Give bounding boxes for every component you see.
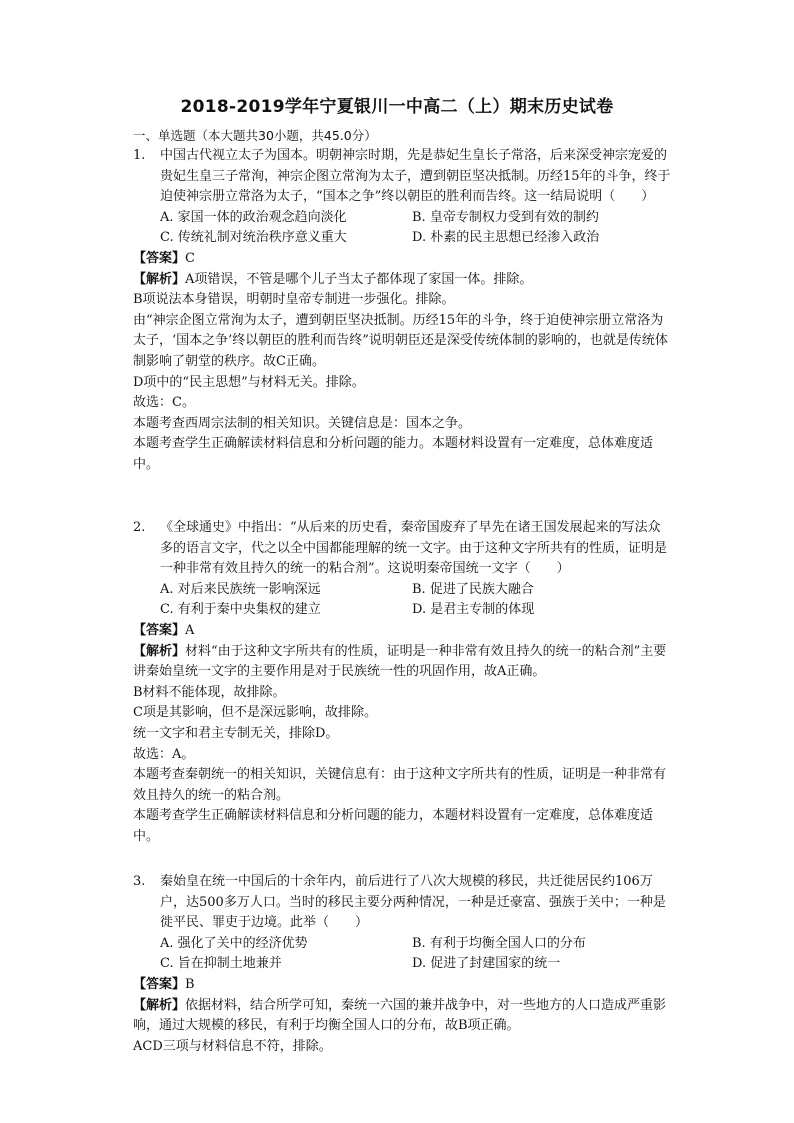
question-3 — [133, 872, 673, 1057]
analysis-line: 故选：C。 — [133, 395, 195, 411]
options — [160, 934, 673, 975]
page-title: 2018-2019学年宁夏银川一中高二（上）期末历史试卷 — [180, 97, 614, 117]
answer-line — [133, 975, 673, 996]
question-number: 2. — [133, 520, 146, 535]
option-c: C. 有利于秦中央集权的建立 — [160, 602, 321, 618]
analysis-line: 材料“由于这种文字所共有的性质，证明是一种非常有效且持久的统一的粘合剂”主要讲秦始皇统一文字的主要作用是对于民族统一性的巩固作用，故A正确。 — [133, 643, 667, 680]
analysis-line: 故选：A。 — [133, 746, 195, 762]
answer-value: C — [185, 250, 195, 266]
analysis-line: 本题考查秦朝统一的相关知识，关键信息有：由于这种文字所共有的性质，证明是一种非常有效且持久的统一的粘合剂。 — [133, 767, 667, 803]
analysis-line: 依据材料，结合所学可知，秦统一六国的兼并战争中，对一些地方的人口造成严重影响，通过大规模的移民，有利于均衡全国人口的分布，故B项正确。 — [133, 997, 667, 1034]
analysis-line: 由“神宗企图立常洵为太子，遭到朝臣坚决抵制。历经15年的斗争，终于迫使神宗册立常洛为太子，‘国本之争’终以朝臣的胜利而告终”说明朝臣还是深受传统体制的影响的，也就是传统体制影响了朝堂的秩序。故C正确。 — [133, 312, 668, 369]
question-stem: 秦始皇在统一中国后的十余年内，前后进行了八次大规模的移民，共迁徙居民约106万户，达500多万人口。当时的移民主要分两种情况，一种是迁豪富、强族于关中；一种是徙平民、罪吏于边境。此举（ ） — [160, 874, 666, 931]
option-d: D. 促进了封建国家的统一 — [412, 956, 561, 972]
answer-line — [133, 621, 673, 642]
answer-tag: 【答案】 — [133, 622, 186, 638]
answer-value: A — [185, 622, 195, 638]
option-a: A. 家国一体的政治观念趋向淡化 — [160, 209, 347, 225]
options — [160, 208, 673, 249]
option-c: C. 传统礼制对统治秩序意义重大 — [160, 230, 347, 246]
analysis-line: 本题考查学生正确解读材料信息和分析问题的能力，本题材料设置有一定难度，总体难度适中。 — [133, 808, 654, 844]
analysis-block — [133, 996, 673, 1058]
option-a: A. 强化了关中的经济优势 — [160, 935, 308, 951]
answer-value: B — [185, 976, 195, 992]
analysis-line: B项说法本身错误，明朝时皇帝专制进一步强化。排除。 — [133, 292, 455, 308]
analysis-tag: 【解析】 — [133, 271, 186, 287]
option-c: C. 旨在抑制土地兼并 — [160, 956, 282, 972]
analysis-line: C项是其影响，但不是深远影响，故排除。 — [133, 705, 377, 721]
question-1 — [133, 146, 673, 476]
analysis-line: ACD三项与材料信息不符，排除。 — [133, 1038, 332, 1054]
question-number: 3. — [133, 874, 146, 889]
analysis-tag: 【解析】 — [133, 643, 186, 659]
analysis-line: 本题考查西周宗法制的相关知识。关键信息是：国本之争。 — [133, 415, 472, 431]
answer-tag: 【答案】 — [133, 250, 186, 266]
question-stem: 中国古代视立太子为国本。明朝神宗时期，先是恭妃生皇长子常洛，后来深受神宗宠爱的贵妃生皇三子常洵，神宗企图立常洵为太子，遭到朝臣坚决抵制。历经15年的斗争，终于迫使神宗册立常洛为太子，“国本之争”终以朝臣的胜利而告终。这一结局说明（ ） — [160, 148, 671, 205]
analysis-line: 统一文字和君主专制无关，排除D。 — [133, 725, 339, 741]
option-b: B. 促进了民族大融合 — [412, 581, 534, 597]
question-number: 1. — [133, 148, 146, 163]
option-b: B. 有利于均衡全国人口的分布 — [412, 935, 586, 951]
analysis-line: A项错误，不管是哪个儿子当太子都体现了家国一体。排除。 — [185, 271, 533, 287]
analysis-line: D项中的“民主思想”与材料无关。排除。 — [133, 374, 365, 390]
analysis-line: B材料不能体现，故排除。 — [133, 684, 286, 700]
option-b: B. 皇帝专制权力受到有效的制约 — [412, 209, 599, 225]
analysis-line: 本题考查学生正确解读材料信息和分析问题的能力。本题材料设置有一定难度，总体难度适中。 — [133, 436, 654, 472]
analysis-tag: 【解析】 — [133, 997, 186, 1013]
question-stem: 《全球通史》中指出：“从后来的历史看，秦帝国废弃了早先在诸王国发展起来的写法众多的语言文字，代之以全中国都能理解的统一文字。由于这种文字所共有的性质，证明是一种非常有效且持久的统一的粘合剂”。这说明秦帝国统一文字（ ） — [160, 520, 668, 577]
answer-tag: 【答案】 — [133, 976, 186, 992]
section-heading: 一、单选题（本大题共30小题，共45.0分） — [133, 128, 377, 143]
question-2 — [133, 518, 673, 848]
analysis-block — [133, 270, 673, 476]
option-d: D. 朴素的民主思想已经渗入政治 — [412, 230, 600, 246]
option-d: D. 是君主专制的体现 — [412, 602, 535, 618]
option-a: A. 对后来民族统一影响深远 — [160, 581, 321, 597]
analysis-block — [133, 642, 673, 848]
options — [160, 580, 673, 621]
answer-line — [133, 249, 673, 270]
